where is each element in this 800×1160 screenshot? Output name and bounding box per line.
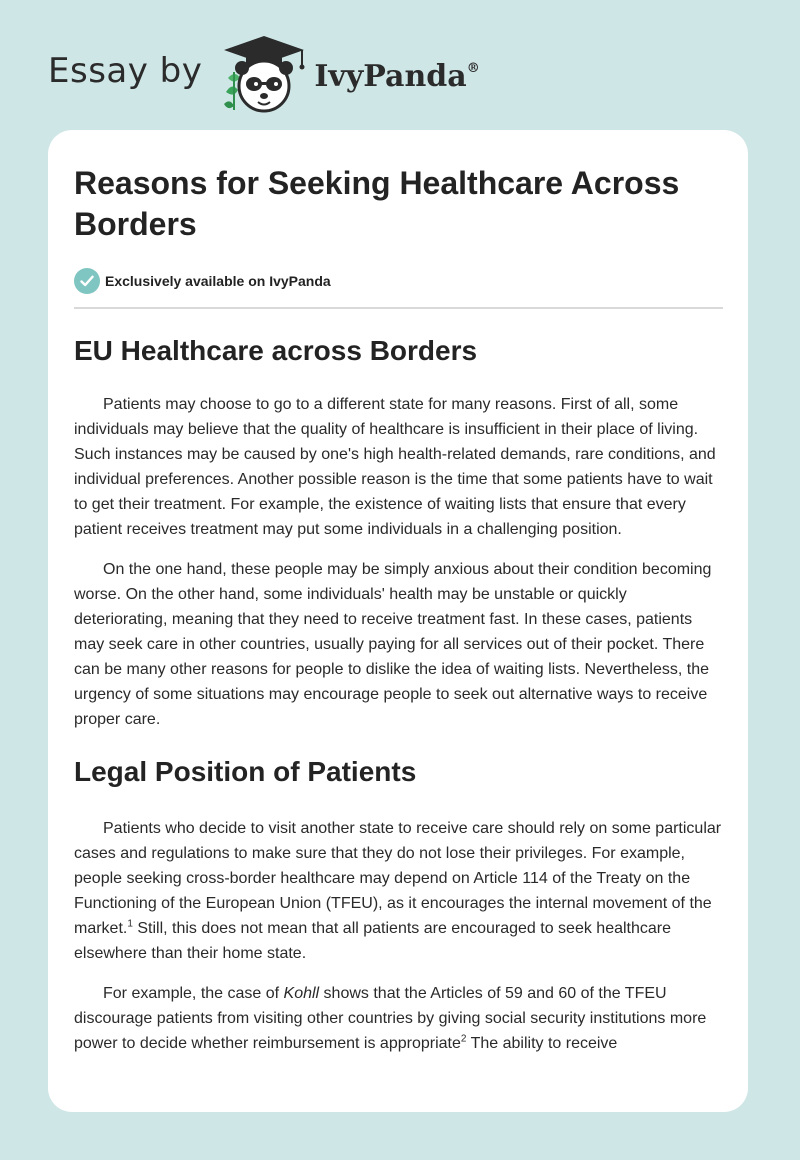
brand-header[interactable]: [48, 34, 480, 114]
article-title: Reasons for Seeking Healthcare Across Borders: [74, 165, 680, 242]
title-divider: [74, 307, 723, 309]
brand-prefix: Essay by: [48, 51, 203, 91]
paragraph: [74, 981, 724, 1056]
exclusive-badge-text: Exclusively available on IvyPanda: [105, 273, 331, 289]
paragraph: On the one hand, these people may be simply anxious about their condition becoming worse. On the other hand, some individuals' health may be unstable or quickly deteriorating, meaning that they need to receive treatment fast. In these cases, patients may seek care in other countries, usually paying for all services out of their pocket. There can be many other reasons for people to dislike the idea of waiting lists. Nevertheless, the urgency of some situations may encourage people to seek out alternative ways to receive proper care.: [74, 561, 712, 728]
section-heading-eu-healthcare: EU Healthcare across Borders: [74, 335, 478, 366]
footnote-ref-2[interactable]: 2: [460, 1033, 467, 1045]
section-heading-legal-position: Legal Position of Patients: [74, 756, 417, 787]
paragraph-text: The ability to receive: [466, 1035, 618, 1052]
paragraph-text: Still, this does not mean that all patients are encouraged to seek healthcare elsewhere than their home state.: [74, 920, 672, 962]
paragraph-text: For example, the case of: [103, 985, 284, 1002]
case-name: Kohll: [283, 985, 320, 1002]
paragraph-text: Patients who decide to visit another state to receive care should rely on some particular cases and regulations to make sure that they do not lose their privileges. For example, people seeking cross-border healthcare may depend on Article 114 of the Treaty on the Functioning of the European Union (TFEU), as it encourages the internal movement of the market.: [74, 820, 722, 937]
article-card: [48, 130, 748, 1112]
paragraph: Patients may choose to go to a different state for many reasons. First of all, some individuals may believe that the quality of healthcare is insufficient in their place of living. Such instances may be caused by one's high health-related demands, rare conditions, and individual preferences. Another possible reason is the time that some patients have to wait to get their treatment. For example, the existence of waiting lists that ensure that every patient receives treatment may put some individuals in a challenging position.: [74, 396, 716, 538]
paragraph: [74, 816, 724, 966]
panda-logo-icon: [218, 34, 310, 114]
brand-name-text: IvyPanda: [314, 58, 467, 94]
paragraph-text: shows that the Articles of 59 and 60 of the TFEU discourage patients from visiting other countries by giving social security institutions more power to decide whether reimbursement is appropriate: [74, 985, 707, 1052]
brand-name: [314, 59, 479, 94]
footnote-ref-1[interactable]: 1: [127, 918, 133, 930]
exclusive-badge: [74, 267, 722, 295]
registered-mark: ®: [466, 60, 480, 76]
checkmark-icon: [74, 268, 100, 294]
